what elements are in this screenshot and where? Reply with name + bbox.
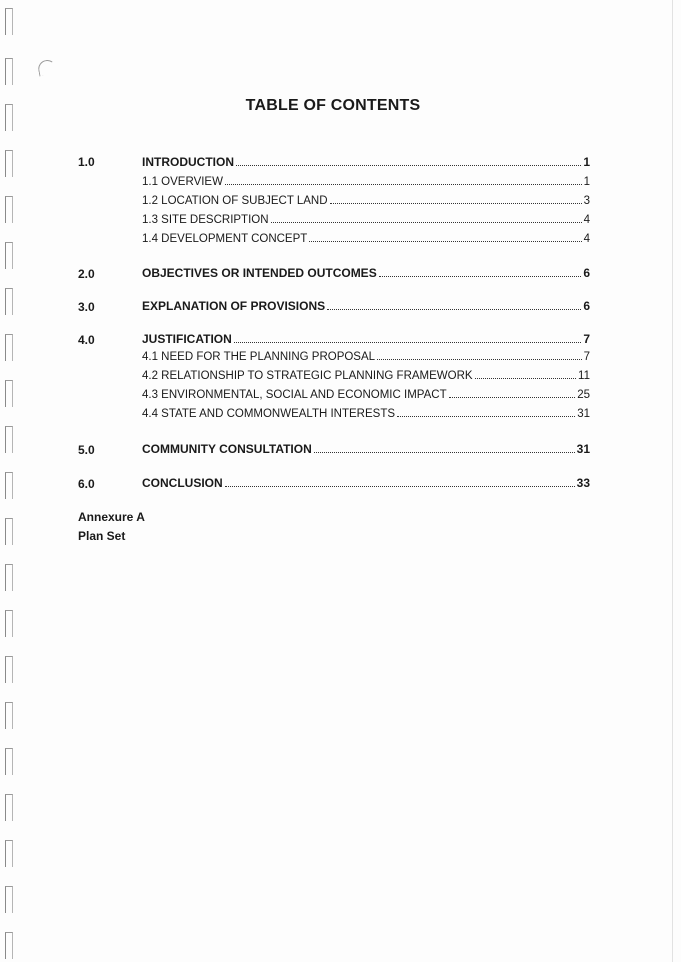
binding-mark <box>5 150 13 177</box>
toc-label: 4.4 STATE AND COMMONWEALTH INTERESTS <box>142 408 396 420</box>
binding-marks <box>0 0 22 962</box>
page-title: TABLE OF CONTENTS <box>245 97 421 114</box>
toc-leader <box>379 275 582 277</box>
binding-mark <box>5 380 13 407</box>
toc-leader <box>234 341 582 343</box>
toc-leader <box>225 485 575 487</box>
toc-entry-explanation[interactable] <box>142 299 590 313</box>
toc-page-number: 1 <box>583 155 590 169</box>
toc-entry-introduction[interactable] <box>142 155 590 169</box>
toc-label: OBJECTIVES OR INTENDED OUTCOMES <box>142 266 377 280</box>
toc-page-number: 6 <box>583 266 590 280</box>
toc-label: 4.1 NEED FOR THE PLANNING PROPOSAL <box>142 351 376 363</box>
binding-mark <box>5 518 13 545</box>
toc-page-number: 4 <box>583 214 590 226</box>
toc-entry-community-consultation[interactable] <box>142 442 590 456</box>
binding-mark <box>5 426 13 453</box>
toc-leader <box>330 202 582 204</box>
toc-page-number: 33 <box>576 476 590 490</box>
toc-leader <box>314 451 575 453</box>
toc-leader <box>309 240 581 242</box>
binding-mark <box>5 702 13 729</box>
toc-entry-overview[interactable] <box>142 176 590 188</box>
binding-mark <box>5 472 13 499</box>
toc-page-number: 11 <box>578 370 590 382</box>
annexure-title: Annexure A <box>78 510 145 524</box>
toc-page-number: 3 <box>583 195 590 207</box>
binding-mark <box>5 334 13 361</box>
section-number: 3.0 <box>78 300 95 314</box>
section-number: 5.0 <box>78 443 95 457</box>
punch-hole-mark <box>37 59 57 77</box>
binding-mark <box>5 932 13 959</box>
toc-page-number: 6 <box>583 299 590 313</box>
toc-leader <box>397 415 575 417</box>
binding-mark <box>5 610 13 637</box>
toc-entry-site-description[interactable] <box>142 214 590 226</box>
toc-page-number: 7 <box>583 351 590 363</box>
section-number: 2.0 <box>78 267 95 281</box>
toc-label: 1.3 SITE DESCRIPTION <box>142 214 269 226</box>
toc-entry-objectives[interactable] <box>142 266 590 280</box>
toc-page-number: 31 <box>576 442 590 456</box>
toc-entry-development-concept[interactable] <box>142 233 590 245</box>
toc-label: 1.2 LOCATION OF SUBJECT LAND <box>142 195 328 207</box>
binding-mark <box>5 794 13 821</box>
toc-leader <box>225 183 582 185</box>
toc-leader <box>475 377 576 379</box>
binding-mark <box>5 564 13 591</box>
page-edge <box>672 0 673 962</box>
toc-leader <box>449 396 576 398</box>
toc-leader <box>236 164 581 166</box>
binding-mark <box>5 58 13 85</box>
section-number: 6.0 <box>78 477 95 491</box>
binding-mark <box>5 656 13 683</box>
toc-page-number: 31 <box>577 408 590 420</box>
section-number: 4.0 <box>78 333 95 347</box>
toc-page-number: 25 <box>577 389 590 401</box>
toc-entry-justification[interactable] <box>142 332 590 346</box>
toc-label: INTRODUCTION <box>142 155 234 169</box>
toc-label: 1.1 OVERVIEW <box>142 176 223 188</box>
section-number: 1.0 <box>78 155 95 169</box>
toc-label: 4.3 ENVIRONMENTAL, SOCIAL AND ECONOMIC IMPACT <box>142 389 447 401</box>
toc-label: 4.2 RELATIONSHIP TO STRATEGIC PLANNING FRAMEWORK <box>142 370 473 382</box>
annexure-subtitle: Plan Set <box>78 529 126 543</box>
binding-mark <box>5 288 13 315</box>
binding-mark <box>5 748 13 775</box>
toc-entry-relationship[interactable] <box>142 370 590 382</box>
binding-mark <box>5 242 13 269</box>
toc-entry-state-interests[interactable] <box>142 408 590 420</box>
toc-entry-conclusion[interactable] <box>142 476 590 490</box>
toc-leader <box>377 358 582 360</box>
binding-mark <box>5 840 13 867</box>
toc-leader <box>327 308 581 310</box>
toc-entry-environmental[interactable] <box>142 389 590 401</box>
binding-mark <box>5 8 13 35</box>
toc-label: 1.4 DEVELOPMENT CONCEPT <box>142 233 308 245</box>
toc-leader <box>271 221 582 223</box>
toc-label: EXPLANATION OF PROVISIONS <box>142 299 326 313</box>
binding-mark <box>5 886 13 913</box>
binding-mark <box>5 196 13 223</box>
toc-entry-need[interactable] <box>142 351 590 363</box>
toc-page-number: 7 <box>583 332 590 346</box>
toc-label: CONCLUSION <box>142 476 223 490</box>
toc-page-number: 1 <box>583 176 590 188</box>
toc-page-number: 4 <box>583 233 590 245</box>
toc-label: JUSTIFICATION <box>142 332 232 346</box>
toc-label: COMMUNITY CONSULTATION <box>142 442 312 456</box>
toc-entry-location[interactable] <box>142 195 590 207</box>
